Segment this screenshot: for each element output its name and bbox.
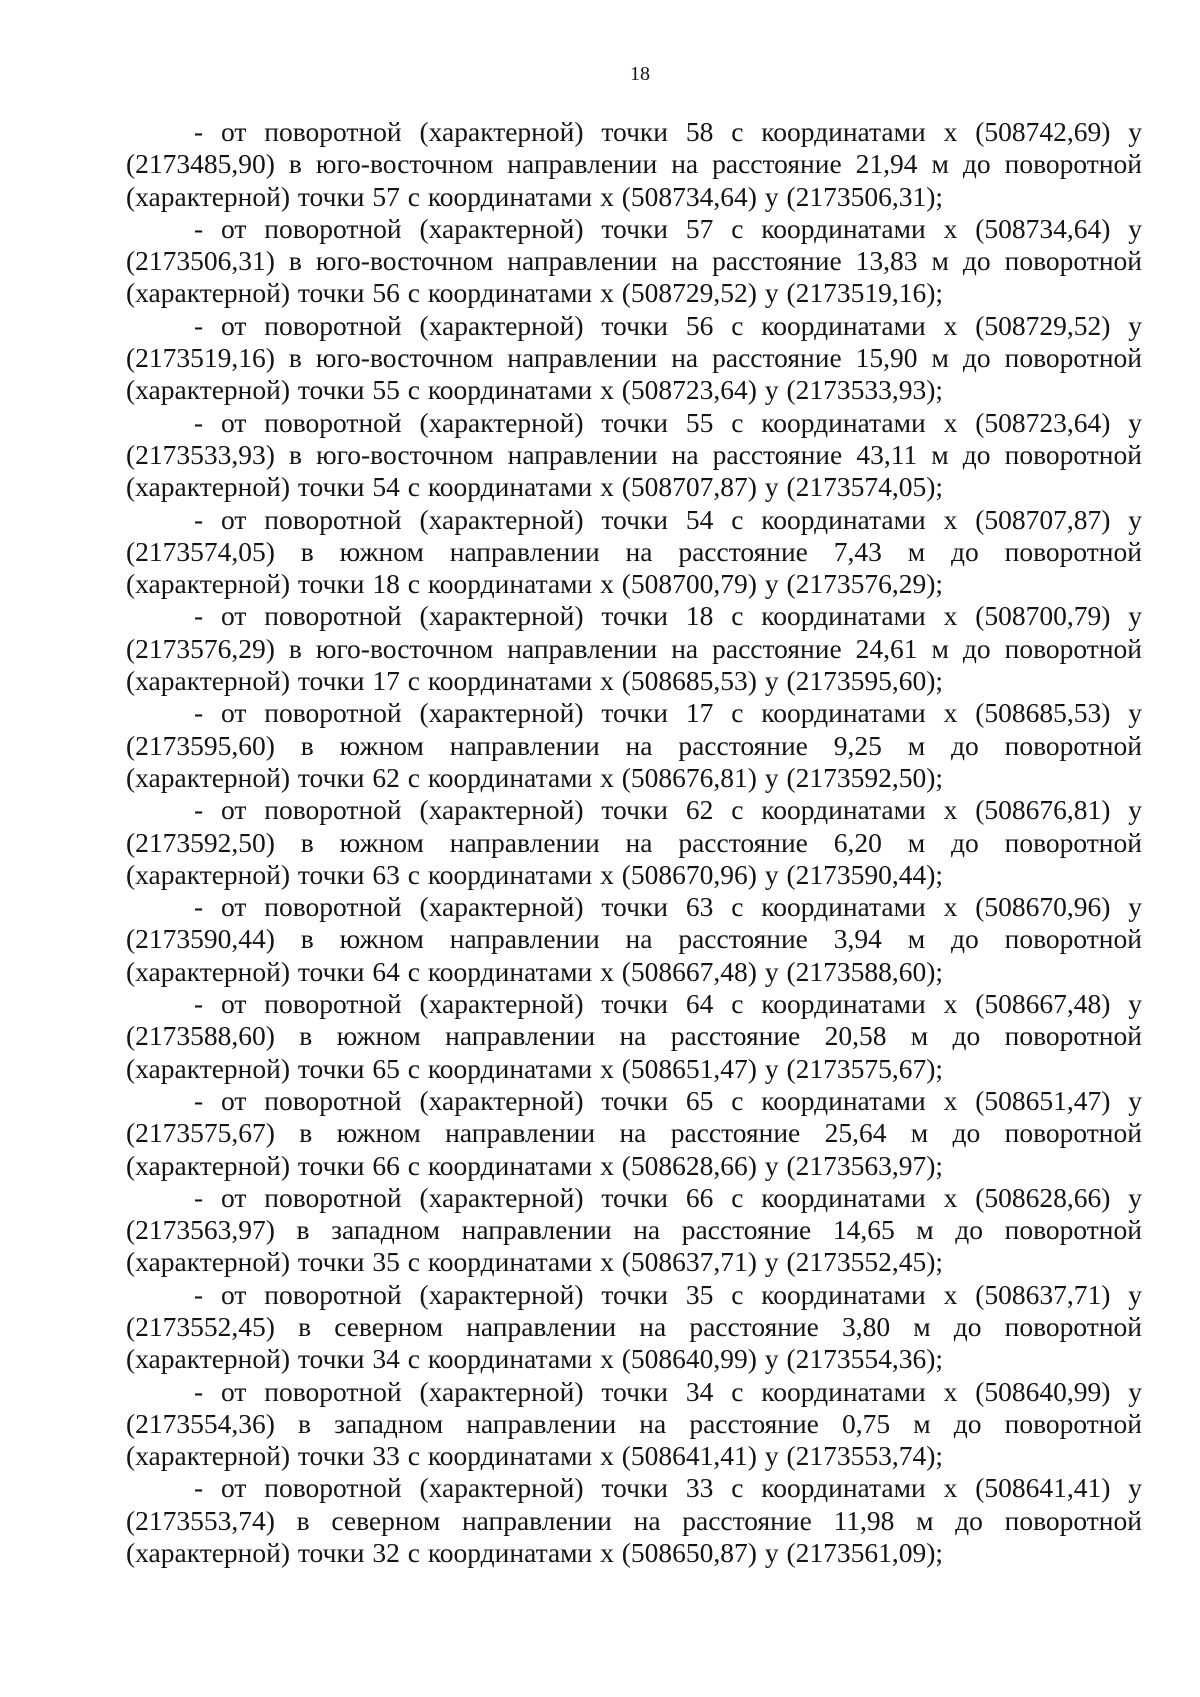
boundary-paragraph: - от поворотной (характерной) точки 57 с координатами x (508734,64) y (2173506,31) в юго-восточном направлении на расстояние 13,83 м до поворотной (характерной) точки 56 с координатами x (508729,52) y (2173519,16); bbox=[126, 212, 1142, 309]
boundary-paragraph: - от поворотной (характерной) точки 65 с координатами x (508651,47) y (2173575,67) в южном направлении на расстояние 25,64 м до поворотной (характерной) точки 66 с координатами x (508628,66) y (2173563,97); bbox=[126, 1084, 1142, 1181]
boundary-paragraph: - от поворотной (характерной) точки 64 с координатами x (508667,48) y (2173588,60) в южном направлении на расстояние 20,58 м до поворотной (характерной) точки 65 с координатами x (508651,47) y (2173575,67); bbox=[126, 988, 1142, 1084]
page-number: 18 bbox=[630, 63, 650, 85]
boundary-paragraph: - от поворотной (характерной) точки 66 с координатами x (508628,66) y (2173563,97) в западном направлении на расстояние 14,65 м до поворотной (характерной) точки 35 с координатами x (508637,71) y (2173552,45); bbox=[126, 1181, 1142, 1278]
boundary-paragraph: - от поворотной (характерной) точки 56 с координатами x (508729,52) y (2173519,16) в юго-восточном направлении на расстояние 15,90 м до поворотной (характерной) точки 55 с координатами x (508723,64) y (2173533,93); bbox=[126, 309, 1142, 406]
boundary-paragraph: - от поворотной (характерной) точки 17 с координатами x (508685,53) y (2173595,60) в южном направлении на расстояние 9,25 м до поворотной (характерной) точки 62 с координатами x (508676,81) y (2173592,50); bbox=[126, 697, 1142, 793]
boundary-paragraph: - от поворотной (характерной) точки 55 с координатами x (508723,64) y (2173533,93) в юго-восточном направлении на расстояние 43,11 м до поворотной (характерной) точки 54 с координатами x (508707,87) y (2173574,05); bbox=[126, 406, 1142, 503]
boundary-paragraph: - от поворотной (характерной) точки 33 с координатами x (508641,41) y (2173553,74) в северном направлении на расстояние 11,98 м до поворотной (характерной) точки 32 с координатами x (508650,87) y (2173561,09); bbox=[126, 1472, 1142, 1569]
boundary-paragraph: - от поворотной (характерной) точки 62 с координатами x (508676,81) y (2173592,50) в южном направлении на расстояние 6,20 м до поворотной (характерной) точки 63 с координатами x (508670,96) y (2173590,44); bbox=[126, 794, 1142, 890]
boundary-paragraph: - от поворотной (характерной) точки 35 с координатами x (508637,71) y (2173552,45) в северном направлении на расстояние 3,80 м до поворотной (характерной) точки 34 с координатами x (508640,99) y (2173554,36); bbox=[126, 1278, 1142, 1375]
boundary-paragraph: - от поворотной (характерной) точки 58 с координатами x (508742,69) y (2173485,90) в юго-восточном направлении на расстояние 21,94 м до поворотной (характерной) точки 57 с координатами x (508734,64) y (2173506,31); bbox=[126, 116, 1142, 212]
document-body bbox=[126, 116, 1142, 1569]
boundary-paragraph: - от поворотной (характерной) точки 54 с координатами x (508707,87) y (2173574,05) в южном направлении на расстояние 7,43 м до поворотной (характерной) точки 18 с координатами x (508700,79) y (2173576,29); bbox=[126, 503, 1142, 600]
boundary-paragraph: - от поворотной (характерной) точки 18 с координатами x (508700,79) y (2173576,29) в юго-восточном направлении на расстояние 24,61 м до поворотной (характерной) точки 17 с координатами x (508685,53) y (2173595,60); bbox=[126, 600, 1142, 697]
boundary-paragraph: - от поворотной (характерной) точки 34 с координатами x (508640,99) y (2173554,36) в западном направлении на расстояние 0,75 м до поворотной (характерной) точки 33 с координатами x (508641,41) y (2173553,74); bbox=[126, 1375, 1142, 1472]
boundary-paragraph: - от поворотной (характерной) точки 63 с координатами x (508670,96) y (2173590,44) в южном направлении на расстояние 3,94 м до поворотной (характерной) точки 64 с координатами x (508667,48) y (2173588,60); bbox=[126, 891, 1142, 987]
